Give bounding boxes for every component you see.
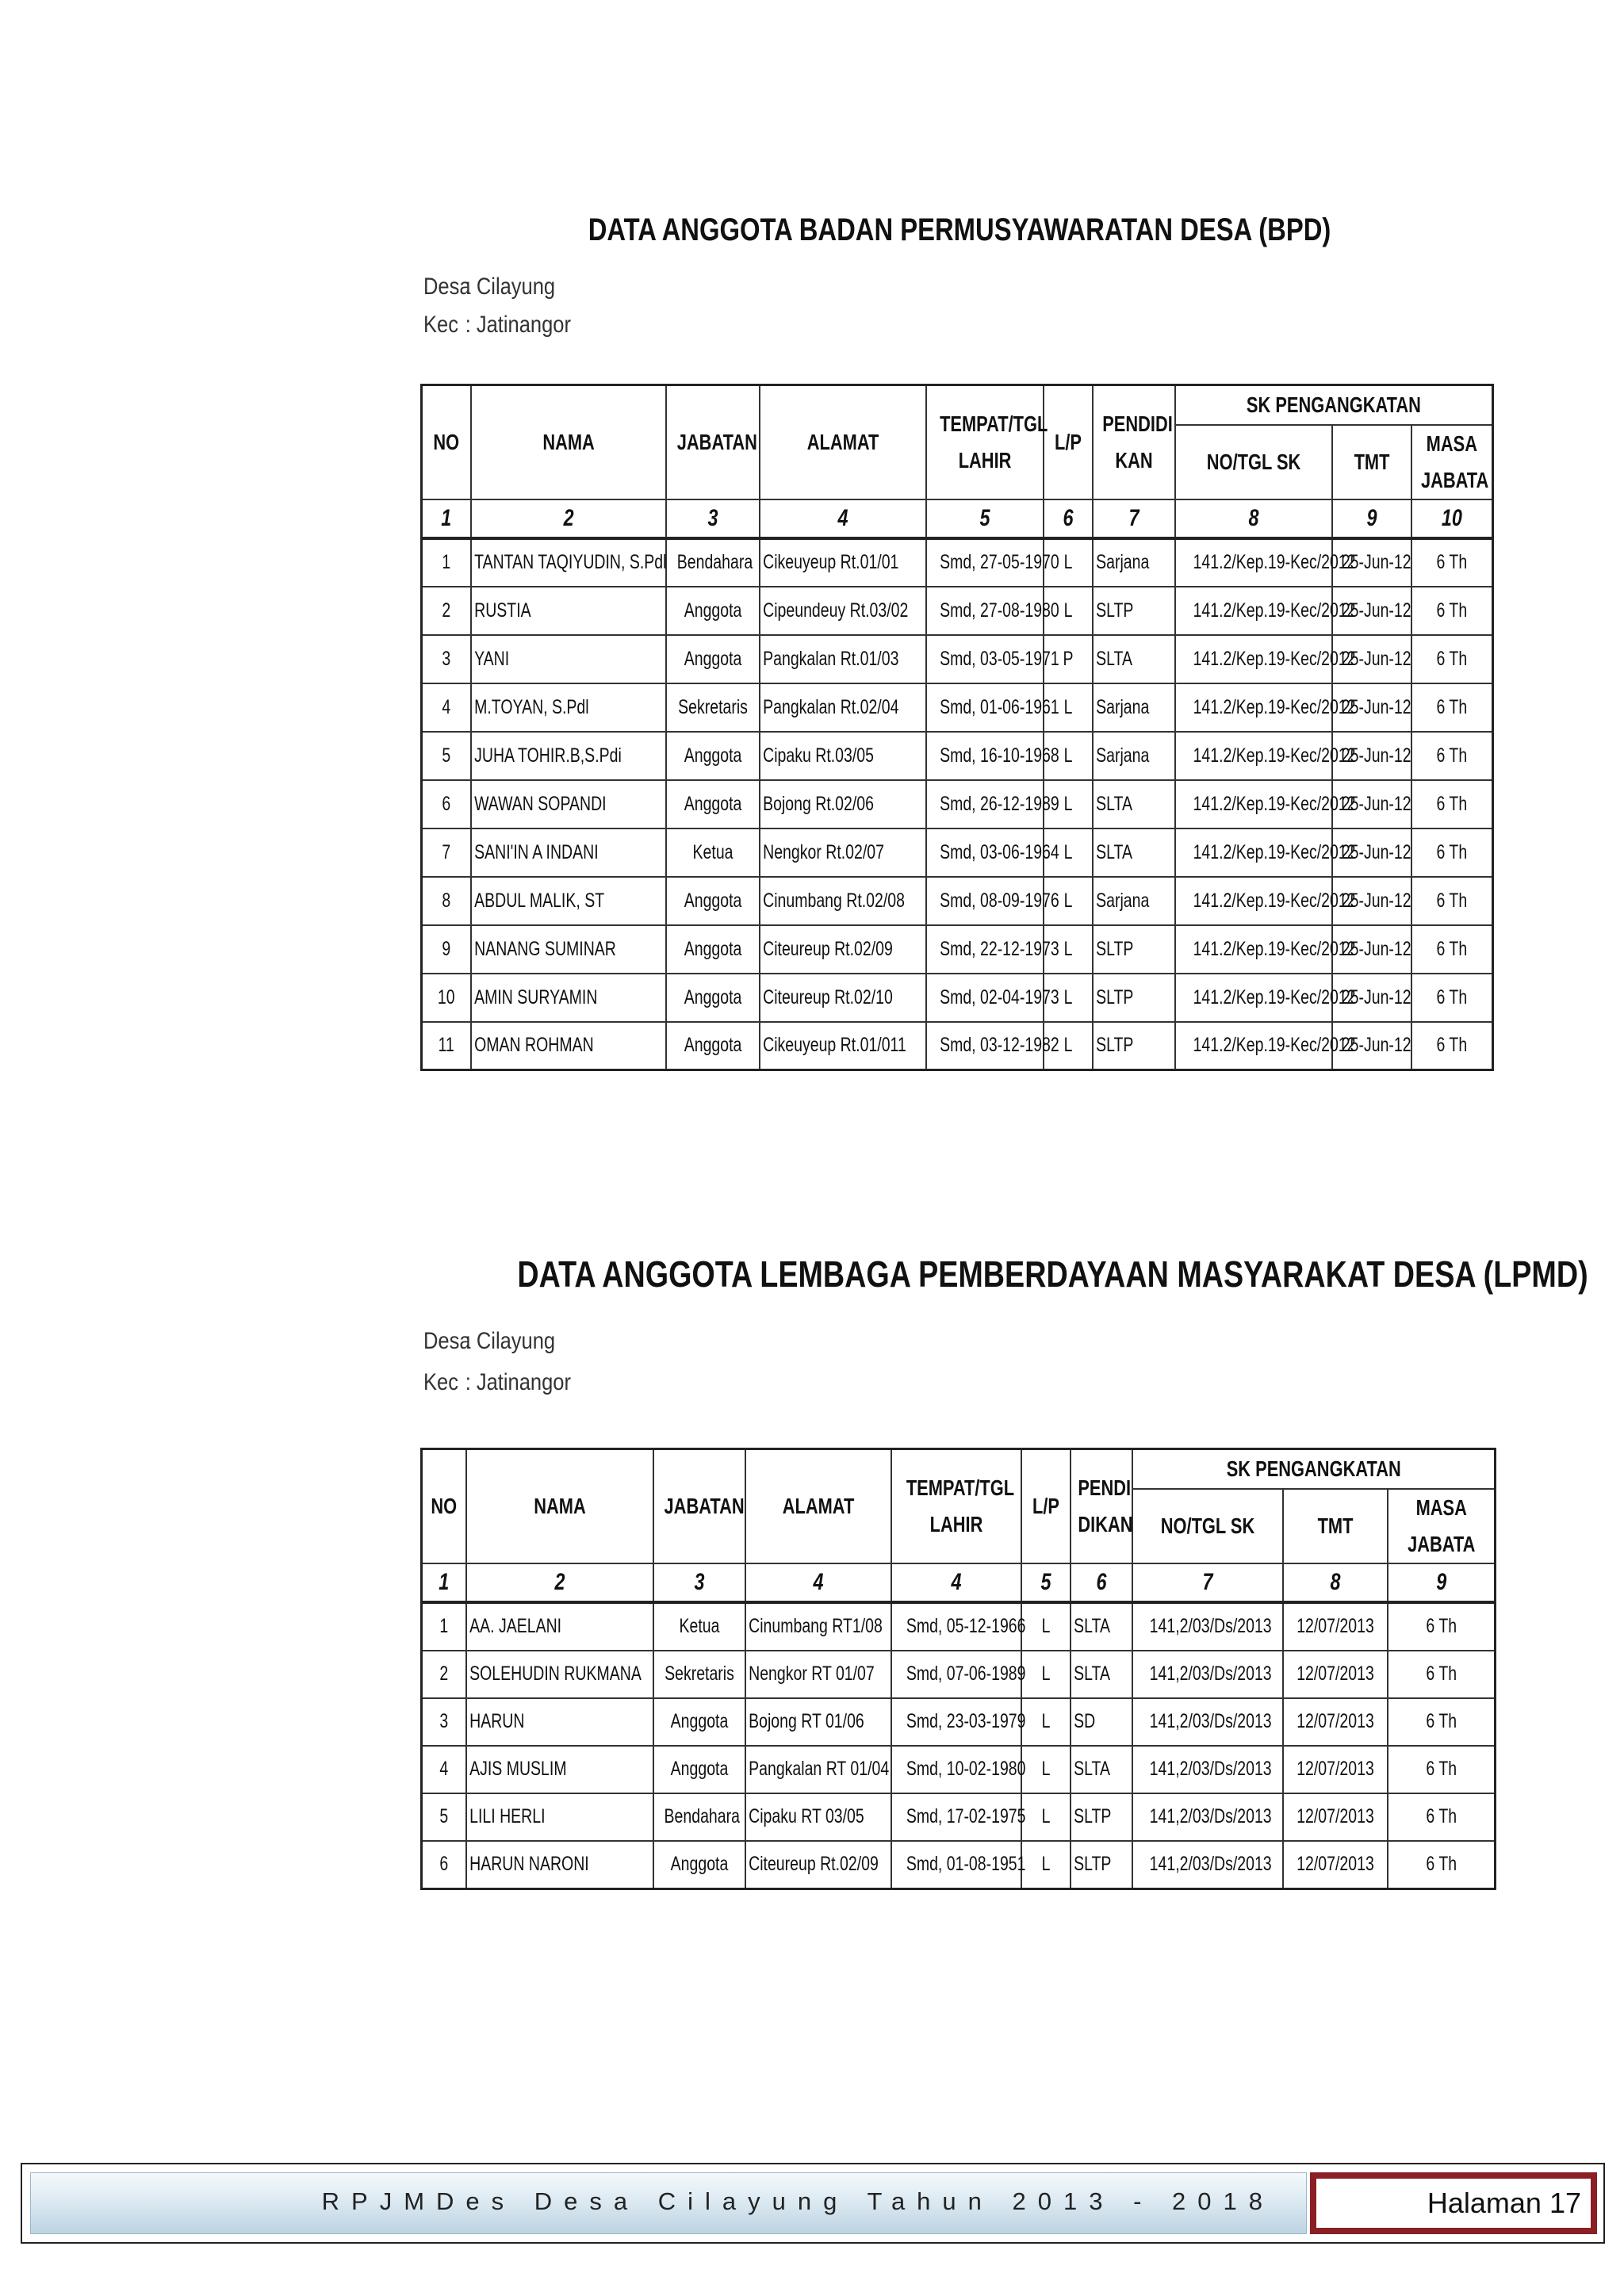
bpd-cell: Bendahara [666,538,760,587]
lpmd-cell: Pangkalan RT 01/04 [745,1746,891,1793]
bpd-kec [423,306,571,344]
lpmd-cell: 6 Th [1388,1602,1496,1651]
bpd-cell: 10 [422,974,471,1022]
lpmd-cell: Cipaku RT 03/05 [745,1793,891,1841]
bpd-cell: Smd, 03-05-1971 [926,635,1044,683]
lpmd-cell: 1 [422,1602,466,1651]
bpd-desa [423,268,555,306]
bpd-cell: Smd, 02-04-1973 [926,974,1044,1022]
bpd-table-row [422,974,1493,1022]
bpd-cell: L [1044,587,1093,635]
bpd-table-row [422,780,1493,828]
bpd-cell: 25-Jun-12 [1332,828,1411,877]
lpmd-colnum: 5 [1021,1563,1071,1602]
bpd-cell: SLTA [1093,828,1175,877]
bpd-cell: Anggota [666,587,760,635]
bpd-cell: JUHA TOHIR.B,S.Pdi [471,732,666,780]
bpd-header-alamat: ALAMAT [760,385,926,499]
lpmd-cell: Sekretaris [653,1651,745,1698]
bpd-cell: 25-Jun-12 [1332,635,1411,683]
bpd-cell: L [1044,877,1093,925]
page-number-box [1310,2172,1597,2234]
bpd-cell: Ketua [666,828,760,877]
lpmd-header-nama: NAMA [466,1449,653,1563]
bpd-cell: Anggota [666,732,760,780]
lpmd-cell: 12/07/2013 [1283,1793,1388,1841]
bpd-cell: Citeureup Rt.02/10 [760,974,926,1022]
bpd-colnum: 7 [1093,499,1175,538]
bpd-section [420,198,1499,1070]
bpd-cell: Cikeuyeup Rt.01/011 [760,1022,926,1070]
bpd-cell: L [1044,732,1093,780]
lpmd-cell: 141,2/03/Ds/2013 [1132,1746,1283,1793]
lpmd-cell: 5 [422,1793,466,1841]
bpd-table-row [422,587,1493,635]
lpmd-header-ttl: TEMPAT/TGL LAHIR [891,1449,1021,1563]
lpmd-cell: 12/07/2013 [1283,1746,1388,1793]
lpmd-table [420,1448,1496,1890]
lpmd-cell: Anggota [653,1746,745,1793]
bpd-cell: 3 [422,635,471,683]
bpd-cell: 6 Th [1411,1022,1492,1070]
bpd-cell: SLTA [1093,780,1175,828]
bpd-table-row [422,635,1493,683]
lpmd-cell: 12/07/2013 [1283,1698,1388,1746]
bpd-desa-value: : Cilayung [465,274,556,300]
lpmd-cell: 141,2/03/Ds/2013 [1132,1793,1283,1841]
lpmd-colnum: 8 [1283,1563,1388,1602]
lpmd-cell: Citeureup Rt.02/09 [745,1841,891,1889]
bpd-cell: Cipeundeuy Rt.03/02 [760,587,926,635]
bpd-cell: Smd, 16-10-1968 [926,732,1044,780]
bpd-header-sk: SK PENGANGKATAN [1175,385,1492,425]
bpd-cell: L [1044,925,1093,974]
bpd-cell: Anggota [666,925,760,974]
bpd-cell: SLTP [1093,974,1175,1022]
bpd-cell: 25-Jun-12 [1332,538,1411,587]
bpd-kec-label: Kec [423,312,458,338]
lpmd-cell: L [1021,1793,1071,1841]
bpd-header-jabatan: JABATAN [666,385,760,499]
bpd-cell: 25-Jun-12 [1332,780,1411,828]
lpmd-header-tmt: TMT [1283,1489,1388,1563]
lpmd-table-row [422,1698,1496,1746]
bpd-cell: 6 Th [1411,732,1492,780]
bpd-table-row [422,732,1493,780]
lpmd-desa [423,1322,555,1360]
bpd-cell: 25-Jun-12 [1332,974,1411,1022]
bpd-cell: Cikeuyeup Rt.01/01 [760,538,926,587]
bpd-cell: 25-Jun-12 [1332,587,1411,635]
bpd-cell: Sarjana [1093,877,1175,925]
bpd-cell: Anggota [666,1022,760,1070]
bpd-cell: SLTP [1093,1022,1175,1070]
bpd-cell: 25-Jun-12 [1332,877,1411,925]
bpd-cell: Smd, 03-06-1964 [926,828,1044,877]
bpd-colnum: 6 [1044,499,1093,538]
bpd-kec-value: : Jatinangor [465,312,571,338]
lpmd-cell: L [1021,1651,1071,1698]
bpd-cell: 25-Jun-12 [1332,732,1411,780]
bpd-cell: Smd, 22-12-1973 [926,925,1044,974]
lpmd-cell: 141,2/03/Ds/2013 [1132,1841,1283,1889]
bpd-cell: Nengkor Rt.02/07 [760,828,926,877]
lpmd-cell: Smd, 23-03-1979 [891,1698,1021,1746]
bpd-table-row [422,1022,1493,1070]
bpd-cell: 141.2/Kep.19-Kec/2012 [1175,635,1332,683]
bpd-cell: 141.2/Kep.19-Kec/2012 [1175,1022,1332,1070]
bpd-cell: Smd, 03-12-1982 [926,1022,1044,1070]
bpd-colnum: 3 [666,499,760,538]
lpmd-colnum: 3 [653,1563,745,1602]
lpmd-kec-value: : Jatinangor [465,1369,571,1395]
lpmd-header-pendidikan: PENDI DIKAN [1071,1449,1132,1563]
bpd-table-row [422,538,1493,587]
lpmd-cell: 12/07/2013 [1283,1602,1388,1651]
bpd-table [420,384,1494,1071]
lpmd-desa-value: : Cilayung [465,1328,556,1354]
bpd-cell: Sarjana [1093,732,1175,780]
lpmd-cell: 141,2/03/Ds/2013 [1132,1651,1283,1698]
bpd-cell: 9 [422,925,471,974]
bpd-cell: L [1044,1022,1093,1070]
lpmd-cell: 12/07/2013 [1283,1651,1388,1698]
bpd-cell: P [1044,635,1093,683]
lpmd-header-no-sk: NO/TGL SK [1132,1489,1283,1563]
lpmd-cell: Anggota [653,1698,745,1746]
bpd-cell: 25-Jun-12 [1332,925,1411,974]
bpd-cell: Smd, 27-08-1980 [926,587,1044,635]
lpmd-table-row [422,1793,1496,1841]
bpd-cell: 6 Th [1411,538,1492,587]
lpmd-colnum: 4 [891,1563,1021,1602]
lpmd-cell: AJIS MUSLIM [466,1746,653,1793]
bpd-cell: 6 Th [1411,974,1492,1022]
bpd-cell: Anggota [666,635,760,683]
lpmd-cell: LILI HERLI [466,1793,653,1841]
lpmd-colnum: 2 [466,1563,653,1602]
bpd-cell: Smd, 01-06-1961 [926,683,1044,732]
bpd-cell: Anggota [666,877,760,925]
bpd-colnum: 5 [926,499,1044,538]
bpd-cell: Citeureup Rt.02/09 [760,925,926,974]
lpmd-cell: L [1021,1602,1071,1651]
lpmd-cell: Smd, 10-02-1980 [891,1746,1021,1793]
bpd-cell: 6 Th [1411,587,1492,635]
bpd-cell: L [1044,780,1093,828]
lpmd-cell: SLTP [1071,1841,1132,1889]
lpmd-cell: Cinumbang RT1/08 [745,1602,891,1651]
lpmd-cell: Anggota [653,1841,745,1889]
lpmd-cell: Smd, 17-02-1975 [891,1793,1021,1841]
lpmd-cell: L [1021,1841,1071,1889]
bpd-cell: 8 [422,877,471,925]
lpmd-cell: 6 Th [1388,1746,1496,1793]
bpd-cell: L [1044,974,1093,1022]
bpd-cell: Cipaku Rt.03/05 [760,732,926,780]
bpd-cell: 6 Th [1411,828,1492,877]
bpd-cell: M.TOYAN, S.Pdl [471,683,666,732]
bpd-cell: 141.2/Kep.19-Kec/2012 [1175,683,1332,732]
bpd-cell: L [1044,683,1093,732]
bpd-cell: 25-Jun-12 [1332,1022,1411,1070]
lpmd-colnum: 6 [1071,1563,1132,1602]
lpmd-cell: 141,2/03/Ds/2013 [1132,1602,1283,1651]
bpd-cell: 141.2/Kep.19-Kec/2012 [1175,877,1332,925]
lpmd-cell: 6 Th [1388,1651,1496,1698]
lpmd-table-body [422,1602,1496,1889]
bpd-table-row [422,877,1493,925]
lpmd-cell: 6 [422,1841,466,1889]
lpmd-cell: Bendahara [653,1793,745,1841]
bpd-cell: Smd, 26-12-1989 [926,780,1044,828]
bpd-table-row [422,925,1493,974]
lpmd-cell: L [1021,1698,1071,1746]
bpd-cell: 6 Th [1411,925,1492,974]
lpmd-cell: Nengkor RT 01/07 [745,1651,891,1698]
bpd-cell: AMIN SURYAMIN [471,974,666,1022]
bpd-cell: Anggota [666,974,760,1022]
lpmd-cell: 2 [422,1651,466,1698]
lpmd-table-row [422,1602,1496,1651]
lpmd-header-no: NO [422,1449,466,1563]
bpd-cell: 141.2/Kep.19-Kec/2012 [1175,780,1332,828]
bpd-cell: ABDUL MALIK, ST [471,877,666,925]
bpd-colnum: 4 [760,499,926,538]
lpmd-colnum: 1 [422,1563,466,1602]
bpd-table-row [422,683,1493,732]
bpd-colnum: 10 [1411,499,1492,538]
bpd-cell: Smd, 27-05-1970 [926,538,1044,587]
bpd-header-nama: NAMA [471,385,666,499]
bpd-cell: OMAN ROHMAN [471,1022,666,1070]
bpd-cell: 1 [422,538,471,587]
lpmd-cell: Smd, 07-06-1989 [891,1651,1021,1698]
bpd-cell: Pangkalan Rt.01/03 [760,635,926,683]
bpd-cell: 4 [422,683,471,732]
bpd-cell: 6 Th [1411,683,1492,732]
footer-title: RPJMDes Desa Cilayung Tahun 2013 - 2018 [321,2187,1274,2215]
bpd-cell: SLTA [1093,635,1175,683]
bpd-cell: WAWAN SOPANDI [471,780,666,828]
bpd-cell: Sekretaris [666,683,760,732]
bpd-colnum: 2 [471,499,666,538]
lpmd-cell: Ketua [653,1602,745,1651]
lpmd-title: DATA ANGGOTA LEMBAGA PEMBERDAYAAN MASYARAKAT DESA (LPMD) [517,1253,1588,1295]
bpd-header-pendidikan: PENDIDI KAN [1093,385,1175,499]
lpmd-table-row [422,1651,1496,1698]
bpd-header-no: NO [422,385,471,499]
lpmd-cell: SLTA [1071,1651,1132,1698]
lpmd-cell: 4 [422,1746,466,1793]
bpd-cell: 141.2/Kep.19-Kec/2012 [1175,974,1332,1022]
bpd-cell: 2 [422,587,471,635]
bpd-cell: 5 [422,732,471,780]
bpd-cell: 6 [422,780,471,828]
lpmd-cell: SOLEHUDIN RUKMANA [466,1651,653,1698]
bpd-cell: Pangkalan Rt.02/04 [760,683,926,732]
bpd-cell: 6 Th [1411,635,1492,683]
lpmd-colnum: 7 [1132,1563,1283,1602]
lpmd-kec-label: Kec [423,1369,458,1395]
bpd-table-row [422,828,1493,877]
bpd-cell: Bojong Rt.02/06 [760,780,926,828]
bpd-cell: NANANG SUMINAR [471,925,666,974]
bpd-cell: YANI [471,635,666,683]
bpd-cell: SLTP [1093,587,1175,635]
lpmd-cell: HARUN [466,1698,653,1746]
lpmd-colnum: 9 [1388,1563,1496,1602]
bpd-cell: 25-Jun-12 [1332,683,1411,732]
bpd-colnum: 8 [1175,499,1332,538]
lpmd-colnum: 4 [745,1563,891,1602]
footer-bar [30,2172,1307,2234]
lpmd-cell: 141,2/03/Ds/2013 [1132,1698,1283,1746]
bpd-cell: 141.2/Kep.19-Kec/2012 [1175,587,1332,635]
lpmd-cell: Smd, 01-08-1951 [891,1841,1021,1889]
lpmd-cell: SLTA [1071,1746,1132,1793]
lpmd-cell: 6 Th [1388,1841,1496,1889]
bpd-header-tmt: TMT [1332,425,1411,499]
bpd-colnum: 9 [1332,499,1411,538]
bpd-cell: Cinumbang Rt.02/08 [760,877,926,925]
bpd-header-no-sk: NO/TGL SK [1175,425,1332,499]
lpmd-table-row [422,1841,1496,1889]
bpd-cell: Smd, 08-09-1976 [926,877,1044,925]
bpd-colnum: 1 [422,499,471,538]
lpmd-cell: 6 Th [1388,1793,1496,1841]
lpmd-cell: 12/07/2013 [1283,1841,1388,1889]
lpmd-cell: SLTP [1071,1793,1132,1841]
lpmd-header-lp: L/P [1021,1449,1071,1563]
bpd-title: DATA ANGGOTA BADAN PERMUSYAWARATAN DESA (BPD) [588,212,1331,247]
bpd-cell: Sarjana [1093,538,1175,587]
bpd-cell: L [1044,538,1093,587]
lpmd-kec [423,1364,571,1402]
bpd-cell: TANTAN TAQIYUDIN, S.Pdl [471,538,666,587]
page-number: Halaman 17 [1316,2179,1591,2228]
lpmd-header-jabatan: JABATAN [653,1449,745,1563]
bpd-cell: 6 Th [1411,877,1492,925]
bpd-table-body [422,538,1493,1070]
lpmd-cell: L [1021,1746,1071,1793]
lpmd-cell: 3 [422,1698,466,1746]
bpd-cell: 6 Th [1411,780,1492,828]
lpmd-table-row [422,1746,1496,1793]
bpd-cell: 141.2/Kep.19-Kec/2012 [1175,538,1332,587]
bpd-cell: Sarjana [1093,683,1175,732]
bpd-cell: 11 [422,1022,471,1070]
lpmd-desa-label: Desa [423,1328,471,1354]
bpd-cell: Anggota [666,780,760,828]
lpmd-header-alamat: ALAMAT [745,1449,891,1563]
bpd-cell: 7 [422,828,471,877]
bpd-cell: L [1044,828,1093,877]
lpmd-header-masa: MASA JABATA [1388,1489,1496,1563]
lpmd-header-sk: SK PENGANGKATAN [1132,1449,1496,1489]
lpmd-cell: AA. JAELANI [466,1602,653,1651]
bpd-cell: 141.2/Kep.19-Kec/2012 [1175,828,1332,877]
lpmd-cell: 6 Th [1388,1698,1496,1746]
lpmd-cell: SD [1071,1698,1132,1746]
bpd-header-lp: L/P [1044,385,1093,499]
lpmd-section [420,1245,1588,1875]
bpd-header-masa: MASA JABATA [1411,425,1492,499]
lpmd-cell: SLTA [1071,1602,1132,1651]
bpd-cell: SLTP [1093,925,1175,974]
lpmd-cell: HARUN NARONI [466,1841,653,1889]
bpd-header-ttl: TEMPAT/TGL LAHIR [926,385,1044,499]
bpd-cell: SANI'IN A INDANI [471,828,666,877]
lpmd-cell: Bojong RT 01/06 [745,1698,891,1746]
bpd-desa-label: Desa [423,274,471,300]
bpd-cell: 141.2/Kep.19-Kec/2012 [1175,732,1332,780]
bpd-cell: 141.2/Kep.19-Kec/2012 [1175,925,1332,974]
bpd-cell: RUSTIA [471,587,666,635]
lpmd-cell: Smd, 05-12-1966 [891,1602,1021,1651]
